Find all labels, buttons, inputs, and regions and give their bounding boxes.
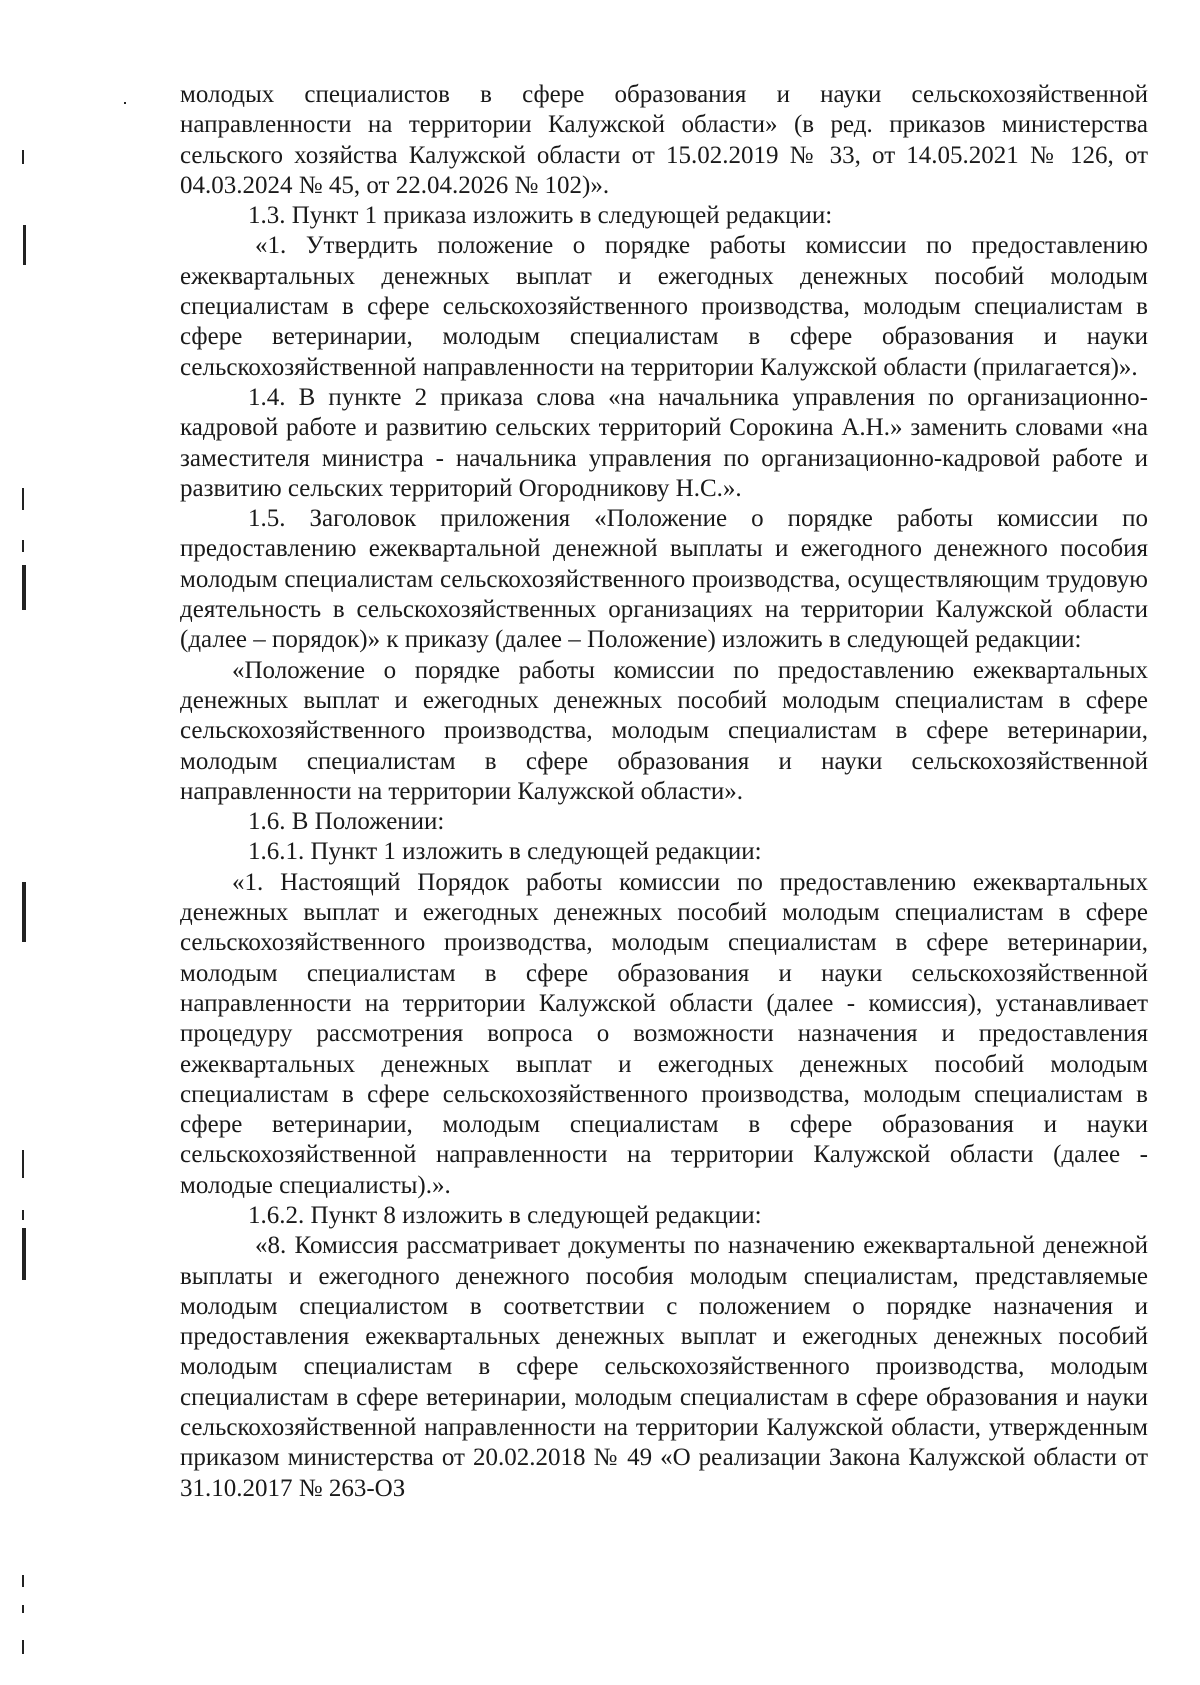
scan-artifact	[22, 488, 24, 510]
paragraph-quote-polozhenie: «Положение о порядке работы комиссии по предоставлению ежеквартальных денежных выплат и ежегодных денежных пособий молодым специалистам в сфере сельскохозяйственного производства, молодым специалистам в сфере ветеринарии, молодым специалистам в сфере образования и науки сельскохозяйственной направленности на территории Калужской области».	[180, 656, 1148, 805]
scan-artifact	[22, 882, 26, 942]
paragraph-1-6-1: 1.6.1. Пункт 1 изложить в следующей редакции:	[248, 838, 762, 866]
paragraph-quote-point-8: «8. Комиссия рассматривает документы по назначению ежеквартальной денежной выплаты и ежегодного денежного пособия молодым специалистам, представляемые молодым специалистом в соответствии с положением о порядке назначения и предоставления ежеквартальных денежных выплат и ежегодных денежных пособий молодым специалистам в сфере сельскохозяйственного производства, молодым специалистам в сфере ветеринарии, молодым специалистам в сфере образования и науки сельскохозяйственной направленности на территории Калужской области, утвержденным приказом министерства от 20.02.2018 № 49 «О реализации Закона Калужской области от 31.10.2017 № 263-ОЗ	[180, 1232, 1148, 1502]
paragraph-1-4: 1.4. В пункте 2 приказа слова «на начальника управления по организационно-кадровой работе и развитию сельских территорий Сорокина А.Н.» заменить словами «на заместителя министра - начальника управления по организационно-кадровой работе и развитию сельских территорий Огородникову Н.С.».	[180, 383, 1148, 502]
scan-artifact	[23, 225, 26, 265]
scan-artifact	[22, 150, 24, 164]
paragraph-1-3: 1.3. Пункт 1 приказа изложить в следующей редакции:	[248, 202, 833, 230]
paragraph-continuation: молодых специалистов в сфере образования и науки сельскохозяйственной направленности на территории Калужской области» (в ред. приказов министерства сельского хозяйства Калужской области от 15.02.2019 № 33, от 14.05.2021 № 126, от 04.03.2024 № 45, от 22.04.2026 № 102)».	[180, 81, 1148, 199]
scan-artifact	[22, 1210, 24, 1220]
document-body	[180, 80, 1148, 1504]
scan-artifact	[22, 1640, 24, 1654]
scan-artifact	[22, 565, 26, 610]
scan-dot	[124, 102, 126, 104]
paragraph-quote-1: «1. Утвердить положение о порядке работы комиссии по предоставлению ежеквартальных денежных выплат и ежегодных денежных пособий молодым специалистам в сфере сельскохозяйственного производства, молодым специалистам в сфере ветеринарии, молодым специалистам в сфере образования и науки сельскохозяйственной направленности на территории Калужской области (прилагается)».	[180, 232, 1148, 381]
scan-artifact	[22, 1605, 24, 1613]
paragraph-1-6-2: 1.6.2. Пункт 8 изложить в следующей редакции:	[248, 1201, 762, 1229]
paragraph-1-5: 1.5. Заголовок приложения «Положение о порядке работы комиссии по предоставлению ежеквартальной денежной выплаты и ежегодного денежного пособия молодым специалистам сельскохозяйственного производства, осуществляющим трудовую деятельность в сельскохозяйственных организациях на территории Калужской области (далее – порядок)» к приказу (далее – Положение) изложить в следующей редакции:	[180, 505, 1148, 654]
scan-artifact	[22, 1575, 24, 1587]
scan-artifact	[22, 1150, 24, 1178]
paragraph-quote-point-1: «1. Настоящий Порядок работы комиссии по предоставлению ежеквартальных денежных выплат и ежегодных денежных пособий молодым специалистам в сфере сельскохозяйственного производства, молодым специалистам в сфере ветеринарии, молодым специалистам в сфере образования и науки сельскохозяйственной направленности на территории Калужской области (далее - комиссия), устанавливает процедуру рассмотрения вопроса о возможности назначения и предоставления ежеквартальных денежных выплат и ежегодных денежных пособий молодым специалистам в сфере сельскохозяйственного производства, молодым специалистам в сфере ветеринарии, молодым специалистам в сфере образования и науки сельскохозяйственной направленности на территории Калужской области (далее - молодые специалисты).».	[180, 868, 1148, 1199]
scan-artifact	[22, 1228, 26, 1280]
scan-artifact	[22, 540, 24, 552]
paragraph-1-6: 1.6. В Положении:	[248, 808, 445, 836]
